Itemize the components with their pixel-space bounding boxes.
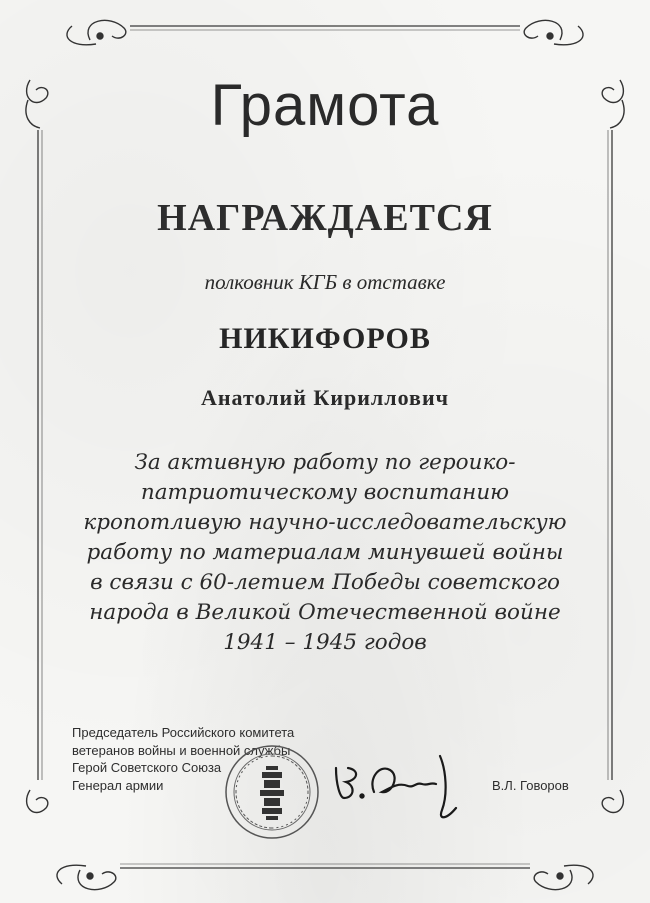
handwritten-signature	[328, 748, 478, 828]
recipient-surname: НИКИФОРОВ	[219, 322, 431, 355]
signer-title-line: Председатель Российского комитета	[72, 725, 295, 740]
document-title: Грамота	[210, 73, 440, 138]
signer-title-line: Генерал армии	[72, 777, 164, 793]
citation-line: в связи с 60-летием Победы советского	[90, 570, 560, 595]
corner-ornament-bottom-left	[27, 790, 116, 890]
citation-line: кропотливую научно-исследовательскую	[83, 510, 567, 535]
official-seal	[222, 742, 322, 842]
citation-line: народа в Великой Отечественной войне	[89, 600, 561, 625]
signer-name: В.Л. Говоров	[492, 778, 569, 793]
citation-line: патриотическому воспитанию	[140, 480, 510, 505]
seal-emblem	[260, 766, 284, 820]
corner-ornament-bottom-right	[534, 790, 623, 890]
recipient-given-name: Анатолий Кириллович	[200, 385, 450, 410]
citation-line: За активную работу по героико-	[134, 450, 516, 475]
citation-line: работу по материалам минувшей войны	[86, 540, 564, 565]
signer-title-line: ветеранов войны и военной службы	[72, 742, 291, 758]
awarded-heading: НАГРАЖДАЕТСЯ	[157, 197, 493, 239]
citation-line: 1941 – 1945 годов	[223, 630, 427, 655]
signer-title-line: Герой Советского Союза	[72, 760, 222, 775]
recipient-rank: полковник КГБ в отставке	[204, 270, 446, 294]
citation-text	[60, 448, 590, 658]
